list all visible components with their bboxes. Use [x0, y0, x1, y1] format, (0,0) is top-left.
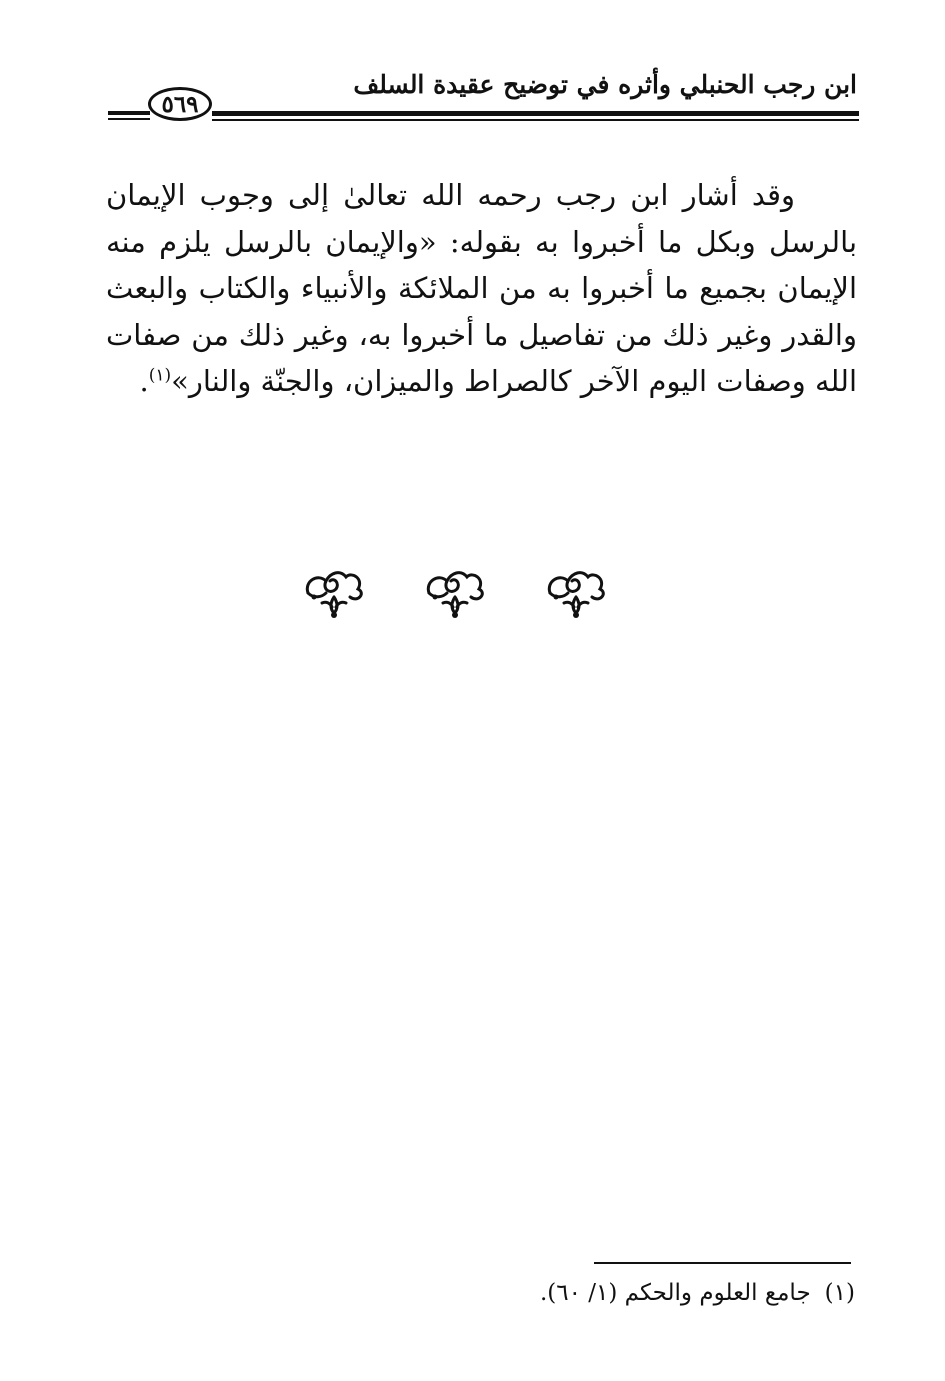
- footnote-marker: (١): [824, 1280, 855, 1306]
- floral-ornament-icon: [542, 563, 610, 619]
- floral-ornament-icon: [421, 563, 489, 619]
- header-rule-left-thin: [108, 118, 150, 120]
- page-number: ٥٦٩: [148, 87, 212, 121]
- footnote-separator: [594, 1262, 851, 1264]
- header-rule-left-thick: [108, 111, 150, 115]
- section-divider-ornaments: [300, 563, 610, 619]
- header-rule-thick: [212, 111, 859, 116]
- floral-ornament-icon: [300, 563, 368, 619]
- footnote-reference: (١): [148, 365, 172, 386]
- paragraph-intro: وقد أشار ابن رجب رحمه الله تعالىٰ إلى وجوب الإيمان بالرسل وبكل ما أخبروا به بقوله:: [106, 178, 858, 259]
- footnote: [355, 1280, 855, 1306]
- body-paragraph: [106, 172, 857, 405]
- footnote-text: جامع العلوم والحكم (١/ ٦٠).: [539, 1280, 811, 1306]
- running-title: ابن رجب الحنبلي وأثره في توضيح عقيدة السلف: [353, 70, 857, 99]
- quotation: «والإيمان بالرسل يلزم منه الإيمان بجميع ما أخبروا به من الملائكة والأنبياء والكتاب والبعث والقدر وغير ذلك من تفاصيل ما أخبروا به، وغير ذلك من صفات الله وصفات اليوم الآخر كالصراط والميزان، والجنّة والنار»: [106, 224, 857, 398]
- paragraph-end: .: [139, 364, 149, 398]
- header-rule-thin: [212, 119, 859, 121]
